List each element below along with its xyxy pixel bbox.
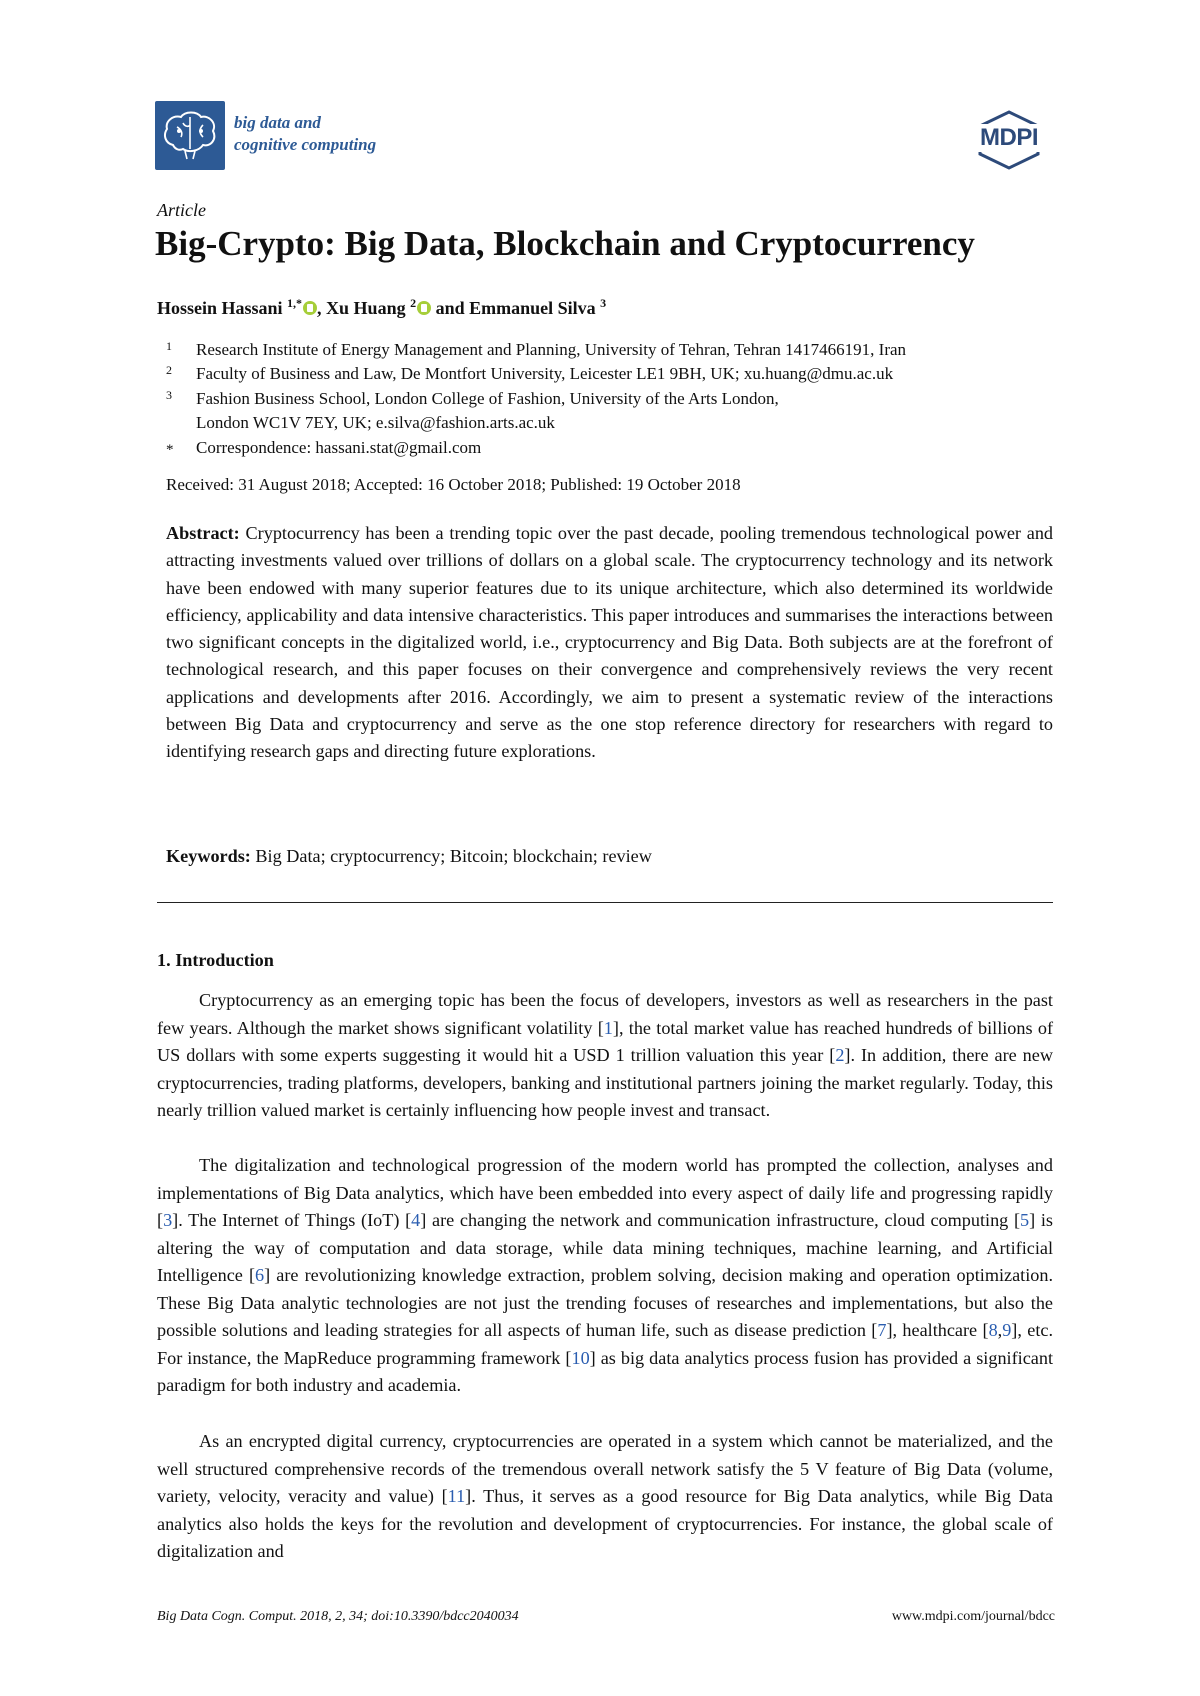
journal-name [234, 112, 376, 156]
keywords-label: Keywords: [166, 846, 251, 866]
body-text: As an encrypted digital currency, cryptocurrencies are operated in a system which cannot be materialized, and the well structured comprehensive records of the tremendous overall network satisfy the 5 V feature of Big Data (volume, variety, velocity, veracity and value) [ [157, 1431, 1053, 1506]
citation-link[interactable]: 6 [255, 1265, 265, 1285]
affiliation-number: * [166, 442, 174, 458]
brain-icon [155, 101, 225, 170]
keywords [166, 846, 652, 867]
citation-link[interactable]: 2 [835, 1045, 845, 1065]
affiliation-number: 2 [166, 363, 172, 377]
affiliation-text: Research Institute of Energy Management and Planning, University of Tehran, Tehran 1417466191, Iran [196, 340, 907, 359]
body-text: ]. The Internet of Things (IoT) [ [172, 1210, 412, 1230]
page-title: Big-Crypto: Big Data, Blockchain and Cryptocurrency [155, 224, 975, 263]
author-name: Emmanuel Silva [469, 298, 596, 318]
author-joiner: and [435, 298, 465, 318]
body-paragraph [157, 1428, 1053, 1566]
body-text: ], etc. For instance, the MapReduce programming framework [ [157, 1320, 1054, 1368]
citation-link[interactable]: 4 [411, 1210, 421, 1230]
citation-link[interactable]: 10 [571, 1347, 590, 1368]
body-text: ], the total market value has reached hundreds of billions of US dollars with some experts suggesting it would hit a USD 1 trillion valuation this year [ [157, 1017, 1053, 1065]
citation-link[interactable]: 7 [877, 1320, 887, 1340]
mdpi-logo-text: MDPI [968, 124, 1050, 152]
citation-link[interactable]: 9 [1002, 1320, 1012, 1340]
body-text: Cryptocurrency as an emerging topic has been the focus of developers, investors as well as researchers in the past few years. Although the market shows significant volatility [ [157, 990, 1053, 1038]
body-paragraph [157, 1152, 1053, 1400]
mdpi-logo [966, 110, 1052, 170]
journal-name-line2: cognitive computing [234, 135, 377, 154]
section-heading: 1. Introduction [157, 950, 274, 970]
abstract-text: Cryptocurrency has been a trending topic over the past decade, pooling tremendous technological power and attracting investments valued over trillions of dollars on a global scale. The cryptocurrency technology and its network have been endowed with many superior features due to its unique architecture, which also determined its worldwide efficiency, applicability and data intensive characteristics. This paper introduces and summarises the interactions between two significant concepts in the digitalized world, i.e., cryptocurrency and Big Data. Both subjects are at the forefront of technological research, and this paper focuses on their convergence and comprehensively reviews the very recent applications and developments after 2016. Accordingly, we aim to present a systematic review of the interactions between Big Data and cryptocurrency and serve as the one stop reference directory for researchers with regard to identifying research gaps and directing future explorations. [166, 523, 1054, 762]
author-name: Hossein Hassani [157, 298, 283, 318]
citation-link[interactable]: 8 [988, 1320, 998, 1340]
citation-link[interactable]: 5 [1020, 1210, 1030, 1230]
orcid-icon[interactable] [417, 301, 431, 315]
journal-logo [155, 101, 225, 170]
body-text: The digitalization and technological progression of the modern world has prompted the collection, analyses and implementations of Big Data analytics, which have been embedded into every aspect of daily life and progressing rapidly [ [157, 1155, 1053, 1230]
body-text: ], healthcare [ [886, 1320, 989, 1340]
affiliation-text: London WC1V 7EY, UK; e.silva@fashion.arts.ac.uk [196, 413, 555, 432]
body-text: ]. Thus, it serves as a good resource for Big Data analytics, while Big Data analytics also holds the keys for the revolution and development of cryptocurrencies. For instance, the global scale of digitalization and [157, 1486, 1053, 1561]
body-text: ] as big data analytics process fusion has provided a significant paradigm for both industry and academia. [157, 1347, 1053, 1395]
article-type: Article [157, 200, 206, 220]
body-text: ] are revolutionizing knowledge extraction, problem solving, decision making and operation optimization. These Big Data analytic technologies are not just the trending focuses of researches and implementations, but also the possible solutions and leading strategies for all aspects of human life, such as disease prediction [ [157, 1265, 1054, 1340]
footer-journal-link[interactable]: www.mdpi.com/journal/bdcc [891, 1609, 1055, 1624]
abstract [166, 520, 1053, 766]
publication-dates: Received: 31 August 2018; Accepted: 16 October 2018; Published: 19 October 2018 [166, 475, 741, 494]
author-affiliation-sup: 2 [410, 296, 417, 310]
affiliation-number: 3 [166, 388, 172, 402]
author-affiliation-sup: 3 [600, 296, 607, 310]
author-affiliation-sup: 1,* [287, 296, 303, 310]
body-text: ] is altering the way of computation and data storage, while data mining techniques, machine learning, and Artificial Intelligence [ [157, 1210, 1053, 1285]
citation-link[interactable]: 1 [603, 1017, 613, 1038]
citation-link[interactable]: 11 [447, 1486, 466, 1506]
body-text: ] are changing the network and communication infrastructure, cloud computing [ [420, 1210, 1021, 1230]
citation-link[interactable]: 3 [163, 1210, 173, 1230]
body-paragraph [157, 987, 1053, 1125]
author-name: Xu Huang [326, 298, 406, 318]
footer-citation: Big Data Cogn. Comput. 2018, 2, 34; doi:10.3390/bdcc2040034 [157, 1609, 519, 1624]
body-text: , [997, 1320, 1003, 1340]
affiliation-text: Faculty of Business and Law, De Montfort University, Leicester LE1 9BH, UK; xu.huang@dmu.ac.uk [196, 364, 894, 383]
orcid-icon[interactable] [303, 301, 317, 315]
affiliation-text: Correspondence: hassani.stat@gmail.com [196, 438, 482, 457]
section-divider [157, 902, 1053, 903]
abstract-label: Abstract: [166, 523, 240, 543]
keywords-text: Big Data; cryptocurrency; Bitcoin; blockchain; review [255, 846, 652, 866]
journal-name-line1: big data and [234, 113, 321, 132]
affiliation-number: 1 [166, 339, 172, 353]
body-text: ]. In addition, there are new cryptocurrencies, trading platforms, developers, banking and institutional partners joining the market regularly. Today, this nearly trillion valued market is certainly influencing how people invest and transact. [157, 1045, 1053, 1120]
affiliation-text: Fashion Business School, London College of Fashion, University of the Arts London, [196, 389, 779, 408]
author-list: Hossein Hassani $^{1,*}$ , Xu Huang $^2$ and Emmanuel Silva $^3$ [157, 296, 607, 318]
